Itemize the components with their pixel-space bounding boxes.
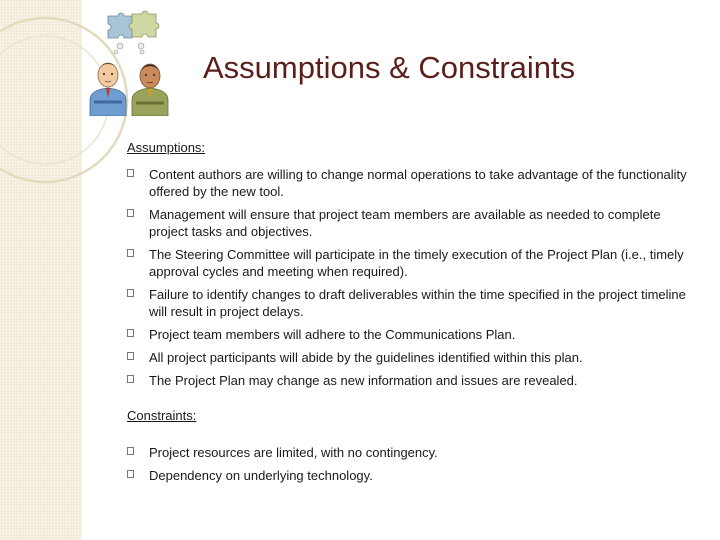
square-bullet-icon [127, 375, 134, 383]
square-bullet-icon [127, 169, 134, 177]
list-item: Dependency on underlying technology. [127, 467, 692, 484]
list-item: All project participants will abide by the guidelines identified within this plan. [127, 349, 692, 366]
constraints-heading: Constraints: [127, 408, 197, 423]
list-item: Failure to identify changes to draft deliverables within the time specified in the project timeline will result in project delays. [127, 286, 692, 320]
square-bullet-icon [127, 352, 134, 360]
square-bullet-icon [127, 249, 134, 257]
square-bullet-icon [127, 329, 134, 337]
list-item: Management will ensure that project team members are available as needed to complete project tasks and objectives. [127, 206, 692, 240]
square-bullet-icon [127, 447, 134, 455]
slide-content [127, 139, 692, 490]
list-item: The Project Plan may change as new information and issues are revealed. [127, 372, 692, 389]
page-title: Assumptions & Constraints [203, 50, 576, 85]
list-item: The Steering Committee will participate in the timely execution of the Project Plan (i.e., timely approval cycles and meeting when required). [127, 246, 692, 280]
two-businessmen-puzzle-icon [86, 10, 178, 116]
assumptions-heading: Assumptions: [127, 140, 206, 155]
square-bullet-icon [127, 209, 134, 217]
square-bullet-icon [127, 470, 134, 478]
square-bullet-icon [127, 289, 134, 297]
constraints-list [127, 444, 692, 484]
list-item: Content authors are willing to change normal operations to take advantage of the functionality offered by the new tool. [127, 166, 692, 200]
list-item: Project team members will adhere to the Communications Plan. [127, 326, 692, 343]
assumptions-list [127, 166, 692, 389]
list-item: Project resources are limited, with no contingency. [127, 444, 692, 461]
